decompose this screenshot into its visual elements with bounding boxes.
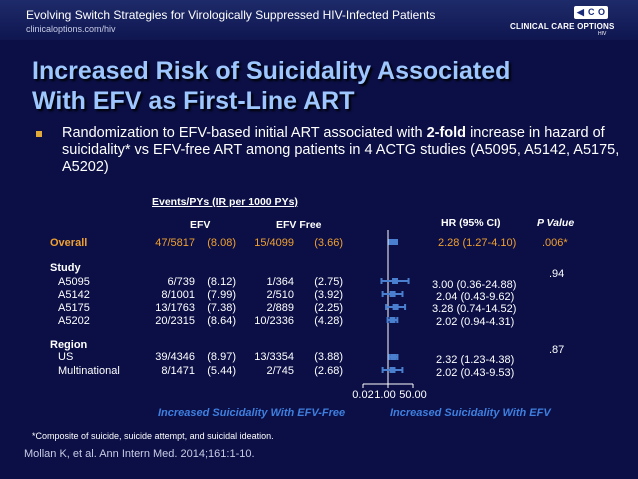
region-group-p: .87 <box>549 344 565 356</box>
region-efv-ir-us: (8.97) <box>207 351 236 363</box>
study-efv-ir-a5142: (7.99) <box>207 289 236 301</box>
region-label-us: US <box>58 351 74 363</box>
study-efv-ir-a5202: (8.64) <box>207 315 236 327</box>
cco-logo-icon: ◀ C O <box>574 6 608 19</box>
region-group-label: Region <box>50 339 88 351</box>
header-url: clinicaloptions.com/hiv <box>26 24 116 34</box>
region-free-events-multinational: 2/745 <box>266 365 294 377</box>
overall-free-ir: (3.66) <box>314 237 343 249</box>
study-label-a5175: A5175 <box>58 302 90 314</box>
region-free-events-us: 13/3354 <box>254 351 294 363</box>
study-hr-a5095: 3.00 (0.36-24.88) <box>432 279 517 291</box>
study-group-p: .94 <box>549 268 565 280</box>
study-efv-ir-a5175: (7.38) <box>207 302 236 314</box>
study-free-ir-a5202: (4.28) <box>314 315 343 327</box>
region-hr-multinational: 2.02 (0.43-9.53) <box>436 367 515 379</box>
bullet-text-pre: Randomization to EFV-based initial ART associated with <box>62 125 427 141</box>
hr-marker-a5202 <box>389 317 395 323</box>
region-free-ir-us: (3.88) <box>314 351 343 363</box>
study-hr-a5202: 2.02 (0.94-4.31) <box>436 316 515 328</box>
study-label-a5202: A5202 <box>58 315 90 327</box>
study-free-events-a5175: 2/889 <box>266 302 294 314</box>
slide-title-line2: With EFV as First-Line ART <box>32 87 355 115</box>
axis-tick-50-00: 50.00 <box>399 389 427 401</box>
study-efv-ir-a5095: (8.12) <box>207 276 236 288</box>
overall-hr: 2.28 (1.27-4.10) <box>438 237 517 249</box>
col-efv-free-header: EFV Free <box>276 219 322 231</box>
logo-sub: HIV <box>598 31 607 37</box>
study-efv-events-a5175: 13/1763 <box>155 302 195 314</box>
presentation-title: Evolving Switch Strategies for Virologically Suppressed HIV-Infected Patients <box>26 8 436 22</box>
favors-efv-free-label: Increased Suicidality With EFV-Free <box>158 407 346 419</box>
study-free-events-a5095: 1/364 <box>266 276 294 288</box>
overall-efv-events: 47/5817 <box>155 237 195 249</box>
region-efv-ir-multinational: (5.44) <box>207 365 236 377</box>
study-free-ir-a5175: (2.25) <box>314 302 343 314</box>
logo-text: CLINICAL CARE OPTIONS <box>510 22 615 31</box>
axis-tick-0-02: 0.02 <box>352 389 374 401</box>
region-hr-us: 2.32 (1.23-4.38) <box>436 354 515 366</box>
overall-label: Overall <box>50 237 88 249</box>
citation: Mollan K, et al. Ann Intern Med. 2014;161:1-10. <box>24 448 255 460</box>
region-efv-events-us: 39/4346 <box>155 351 195 363</box>
study-hr-a5142: 2.04 (0.43-9.62) <box>436 291 515 303</box>
col-hr-header: HR (95% CI) <box>441 217 501 229</box>
region-free-ir-multinational: (2.68) <box>314 365 343 377</box>
study-label-a5142: A5142 <box>58 289 90 301</box>
study-hr-a5175: 3.28 (0.74-14.52) <box>432 303 517 315</box>
study-free-events-a5142: 2/510 <box>266 289 294 301</box>
study-group-label: Study <box>50 262 81 274</box>
bullet-text-bold: 2-fold <box>426 125 467 141</box>
hr-marker-a5142 <box>390 291 396 297</box>
overall-p: .006* <box>542 237 568 249</box>
hr-marker-multinational <box>389 367 395 373</box>
study-efv-events-a5095: 6/739 <box>167 276 195 288</box>
region-efv-events-multinational: 8/1471 <box>161 365 195 377</box>
events-header: Events/PYs (IR per 1000 PYs) <box>152 196 298 208</box>
study-free-ir-a5142: (3.92) <box>314 289 343 301</box>
footnote: *Composite of suicide, suicide attempt, and suicidal ideation. <box>32 431 274 441</box>
overall-free-events: 15/4099 <box>254 237 294 249</box>
slide-title-line1: Increased Risk of Suicidality Associated <box>32 57 511 85</box>
study-label-a5095: A5095 <box>58 276 90 288</box>
study-free-ir-a5095: (2.75) <box>314 276 343 288</box>
hr-marker-overall <box>390 239 396 245</box>
study-efv-events-a5142: 8/1001 <box>161 289 195 301</box>
overall-efv-ir: (8.08) <box>207 237 236 249</box>
hr-marker-us <box>390 354 396 360</box>
study-efv-events-a5202: 20/2315 <box>155 315 195 327</box>
axis-tick-1-00: 1.00 <box>374 389 396 401</box>
region-label-multinational: Multinational <box>58 365 120 377</box>
hr-marker-a5175 <box>393 304 399 310</box>
col-p-header: P Value <box>537 217 575 229</box>
hr-marker-a5095 <box>392 278 398 284</box>
bullet-text-post: increase in hazard of suicidality* vs EFV-free ART among patients in 4 ACTG studies (A5095, A5142, A5175, A5202) <box>62 125 620 175</box>
favors-efv-label: Increased Suicidality With EFV <box>390 407 551 419</box>
col-efv-header: EFV <box>190 219 211 231</box>
study-free-events-a5202: 10/2336 <box>254 315 294 327</box>
